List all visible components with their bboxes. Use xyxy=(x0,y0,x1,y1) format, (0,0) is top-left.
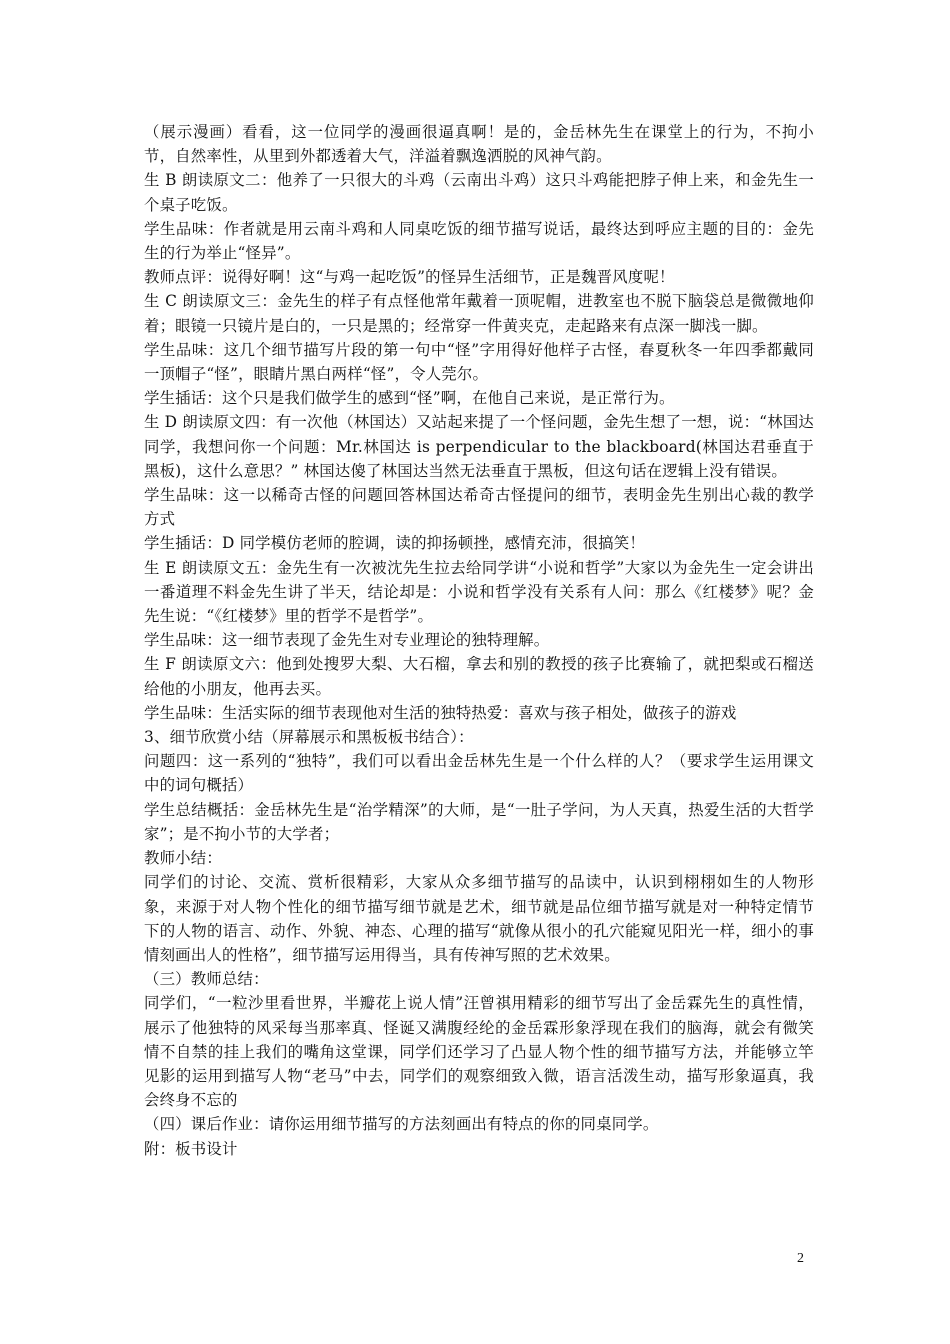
paragraph: 学生品味：这一细节表现了金先生对专业理论的独特理解。 xyxy=(144,631,550,650)
paragraph: 生 D 朗读原文四：有一次他（林国达）又站起来提了一个怪问题，金先生想了一想，说：“林国达同学，我想问你一个问题：Mr.林国达 is perpendicular to the blackboard(林国达君垂直于黑板)，这什么意思？” 林国达傻了林国达当然无法垂直于黑板，但这句话在逻辑上没有错误。 xyxy=(144,413,815,480)
section-heading: 3、细节欣赏小结（屏幕展示和黑板板书结合）： xyxy=(144,728,474,747)
paragraph: 生 E 朗读原文五：金先生有一次被沈先生拉去给同学讲“小说和哲学”大家以为金先生一定会讲出一番道理不料金先生讲了半天，结论却是：小说和哲学没有关系有人问：那么《红楼梦》呢？金先生说：“《红楼梦》里的哲学不是哲学”。 xyxy=(144,558,814,626)
paragraph: 教师点评：说得好啊！这“与鸡一起吃饭”的怪异生活细节，正是魏晋风度呢！ xyxy=(144,268,675,287)
paragraph: 学生插话：D 同学模仿老师的腔调，读的抑扬顿挫，感情充沛，很搞笑！ xyxy=(144,534,645,553)
paragraph: 学生品味：作者就是用云南斗鸡和人同桌吃饭的细节描写说话，最终达到呼应主题的目的：金先生的行为举止“怪异”。 xyxy=(144,219,814,263)
paragraph: 学生插话：这个只是我们做学生的感到“怪”啊，在他自己来说，是正常行为。 xyxy=(144,389,675,408)
paragraph: 附：板书设计 xyxy=(144,1139,238,1158)
paragraph: （四）课后作业：请你运用细节描写的方法刻画出有特点的你的同桌同学。 xyxy=(144,1115,659,1134)
paragraph: 问题四：这一系列的“独特”，我们可以看出金岳林先生是一个什么样的人？（要求学生运用课文中的词句概括） xyxy=(144,752,814,795)
paragraph: 学生品味：生活实际的细节表现他对生活的独特热爱：喜欢与孩子相处，做孩子的游戏 xyxy=(144,703,737,722)
paragraph: 生 F 朗读原文六：他到处搜罗大梨、大石榴，拿去和别的教授的孩子比赛输了，就把梨或石榴送给他的小朋友，他再去买。 xyxy=(144,655,814,698)
paragraph: 同学们的讨论、交流、赏析很精彩，大家从众多细节描写的品读中，认识到栩栩如生的人物形象，来源于对人物个性化的细节描写细节就是艺术，细节就是品位细节描写就是对一种特定情节下的人物的语言、动作、外貌、神态、心理的描写“就像从很小的孔穴能窥见阳光一样，细小的事情刻画出人的性格”，细节描写运用得当，具有传神写照的艺术效果。 xyxy=(144,873,814,964)
paragraph: 学生总结概括：金岳林先生是“治学精深”的大师，是“一肚子学问，为人天真，热爱生活的大哲学家”；是不拘小节的大学者； xyxy=(144,800,814,843)
page-number: 2 xyxy=(797,1251,804,1266)
paragraph: 同学们，“一粒沙里看世界，半瓣花上说人情”汪曾祺用精彩的细节写出了金岳霖先生的真性情，展示了他独特的风采每当那率真、怪诞又满腹经纶的金岳霖形象浮现在我们的脑海，就会有微笑情不自禁的挂上我们的嘴角这堂课，同学们还学习了凸显人物个性的细节描写方法，并能够立竿见影的运用到描写人物“老马”中去，同学们的观察细致入微，语言活泼生动，描写形象逼真，我会终身不忘的 xyxy=(144,994,814,1110)
paragraph: 生 B 朗读原文二：他养了一只很大的斗鸡（云南出斗鸡）这只斗鸡能把脖子伸上来，和金先生一个桌子吃饭。 xyxy=(144,171,814,214)
document-body xyxy=(144,120,814,1161)
paragraph: （展示漫画）看看，这一位同学的漫画很逼真啊！是的，金岳林先生在课堂上的行为，不拘小节，自然率性，从里到外都透着大气，洋溢着飘逸洒脱的风神气韵。 xyxy=(144,123,814,166)
section-heading: （三）教师总结： xyxy=(144,970,269,989)
paragraph: 学生品味：这一以稀奇古怪的问题回答林国达希奇古怪提问的细节，表明金先生别出心裁的教学方式 xyxy=(144,486,814,529)
paragraph: 学生品味：这几个细节描写片段的第一句中“怪”字用得好他样子古怪，春夏秋冬一年四季都戴同一顶帽子“怪”，眼睛片黑白两样“怪”，令人莞尔。 xyxy=(144,340,814,384)
paragraph: 教师小结： xyxy=(144,849,222,868)
paragraph: 生 C 朗读原文三：金先生的样子有点怪他常年戴着一顶呢帽，进教室也不脱下脑袋总是微微地仰着；眼镜一只镜片是白的，一只是黑的；经常穿一件黄夹克，走起路来有点深一脚浅一脚。 xyxy=(144,292,814,335)
